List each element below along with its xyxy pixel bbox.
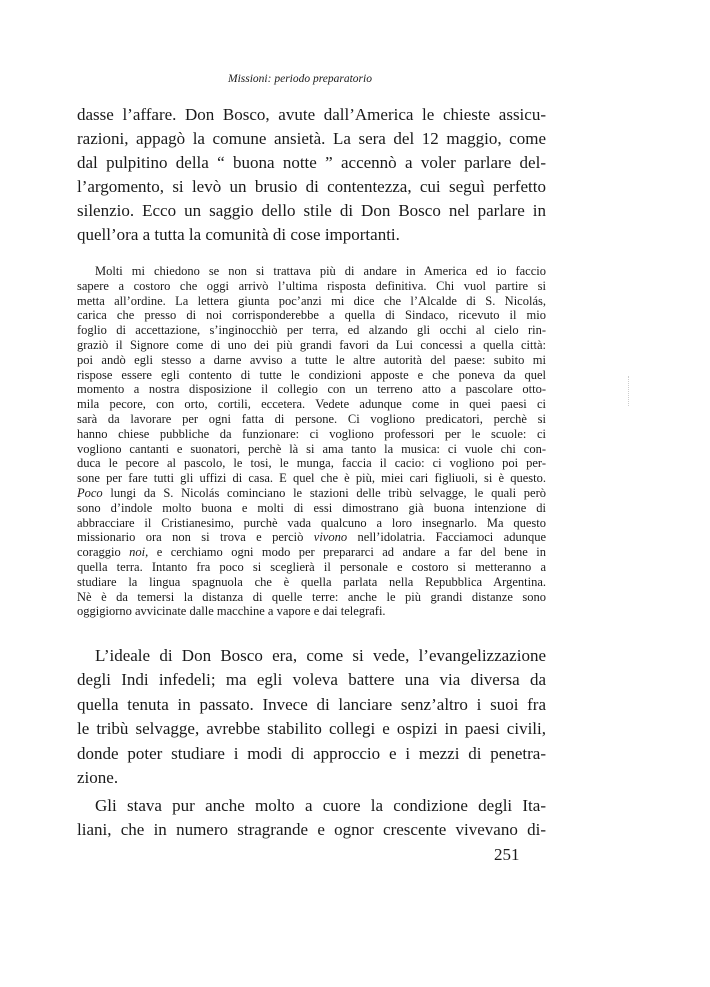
text-line: liani, che in numero stragrande e ognor crescente vivevano di- xyxy=(77,820,546,840)
text-line: degli Indi infedeli; ma egli voleva battere una via diversa da xyxy=(77,670,546,690)
scan-artifact xyxy=(628,376,630,406)
block-quote xyxy=(77,264,546,619)
running-header: Missioni: periodo preparatorio xyxy=(228,73,372,85)
text-line: sone per fare tutti gli uffizi di casa. E quel che è più, miei cari figliuoli, si è questo. xyxy=(77,471,546,486)
text-line: Molti mi chiedono se non si trattava più di andare in America ed io faccio xyxy=(95,264,546,278)
text-line: L’ideale di Don Bosco era, come si vede, l’evangelizzazione xyxy=(95,646,546,665)
text-line: hanno chiese pubbliche da funzionare: ci vogliono professori per le scuole: ci xyxy=(77,426,546,441)
text-line: metta all’ordine. La lettera giunta poc’anzi mi dice che l’Alcalde di S. Nicolás, xyxy=(77,293,546,308)
text-line: poi andò egli stesso a darne avviso a tutte le altre autorità del paese: subito mi xyxy=(77,352,546,367)
text-line: oggigiorno avvicinate dalle macchine a vapore e dai telegrafi. xyxy=(77,604,386,619)
text-line: Gli stava pur anche molto a cuore la condizione degli Ita- xyxy=(95,796,546,815)
text-line: coraggio noi, e cerchiamo ogni modo per prepararci ad andare a far del bene in xyxy=(77,545,546,560)
text-line: duca le pecore al pascolo, le tosi, le munga, faccia il cacio: ci vogliono poi per- xyxy=(77,456,546,471)
text-line: sarà da lavorare per ogni fatta di persone. Ci vogliono predicatori, perchè si xyxy=(77,411,546,426)
text-line: sapere a costoro che oggi arrivò l’ultima risposta definitiva. Chi vuol partire si xyxy=(77,278,546,293)
text-line: foglio di accettazione, s’inginocchiò per terra, ed alzando gli occhi al cielo rin- xyxy=(77,323,546,338)
page-number: 251 xyxy=(494,845,520,864)
paragraph-intro xyxy=(77,103,546,247)
text-line: abbracciare il Cristianesimo, purchè vada qualcuno a loro insegnarlo. Ma questo xyxy=(77,515,546,530)
text-line: carica che presso di noi corrisponderebbe a quella di Sindaco, ricevuto il mio xyxy=(77,308,546,323)
text-line: l’argomento, si levò un brusio di contentezza, cui seguì perfetto xyxy=(77,177,546,196)
text-line: zione. xyxy=(77,767,119,787)
text-line: le tribù selvagge, avrebbe stabilito collegi e ospizi in paesi civili, xyxy=(77,719,546,739)
text-line: studiare la lingua spagnuola che è quella parlata nella Repubblica Argentina. xyxy=(77,574,546,589)
text-line: mila pecore, con orto, cortili, eccetera. Vedete adunque come in quei paesi ci xyxy=(77,397,546,412)
text-line: missionario ora non si trova e perciò vivono nell’idolatria. Facciamoci adunque xyxy=(77,530,546,545)
text-line: silenzio. Ecco un saggio dello stile di Don Bosco nel parlare in xyxy=(77,201,546,220)
text-line: vogliono cantanti e suonatori, perchè là si ama tanto la musica: ci vuole chi con- xyxy=(77,441,546,456)
text-line: Poco lungi da S. Nicolás cominciano le stazioni delle tribù selvagge, le quali però xyxy=(77,485,546,500)
text-line: razioni, appagò la comune ansietà. La sera del 12 maggio, come xyxy=(77,129,546,148)
text-line: dasse l’affare. Don Bosco, avute dall’America le chieste assicu- xyxy=(77,105,546,124)
text-line: sono d’indole molto buona e molti di essi dimostrano già buona intenzione di xyxy=(77,500,546,515)
text-line: donde poter studiare i modi di approccio e i mezzi di penetra- xyxy=(77,743,546,763)
paragraph-ideal xyxy=(77,644,546,790)
text-line: quell’ora a tutta la comunità di cose importanti. xyxy=(77,225,400,244)
text-line: graziò il Signore come di uno dei più grandi favori da Lui concessi a quella città: xyxy=(77,337,546,352)
paragraph-italians xyxy=(77,794,546,843)
text-line: Nè è da temersi la distanza di quelle terre: anche le più grandi distanze sono xyxy=(77,589,546,604)
text-line: rispose essere egli contento di tutte le condizioni apposte e che poneva da quel xyxy=(77,367,546,382)
text-line: dal pulpitino della “ buona notte ” accennò a voler parlare del- xyxy=(77,153,546,172)
text-line: quella terra. Intanto fra poco si sceglierà il personale e costoro si metteranno a xyxy=(77,559,546,574)
text-line: momento a nostra disposizione il collegio con un terreno atto a pascolare otto- xyxy=(77,382,546,397)
text-line: quella tenuta in passato. Invece di lanciare senz’altro i suoi fra xyxy=(77,694,546,714)
